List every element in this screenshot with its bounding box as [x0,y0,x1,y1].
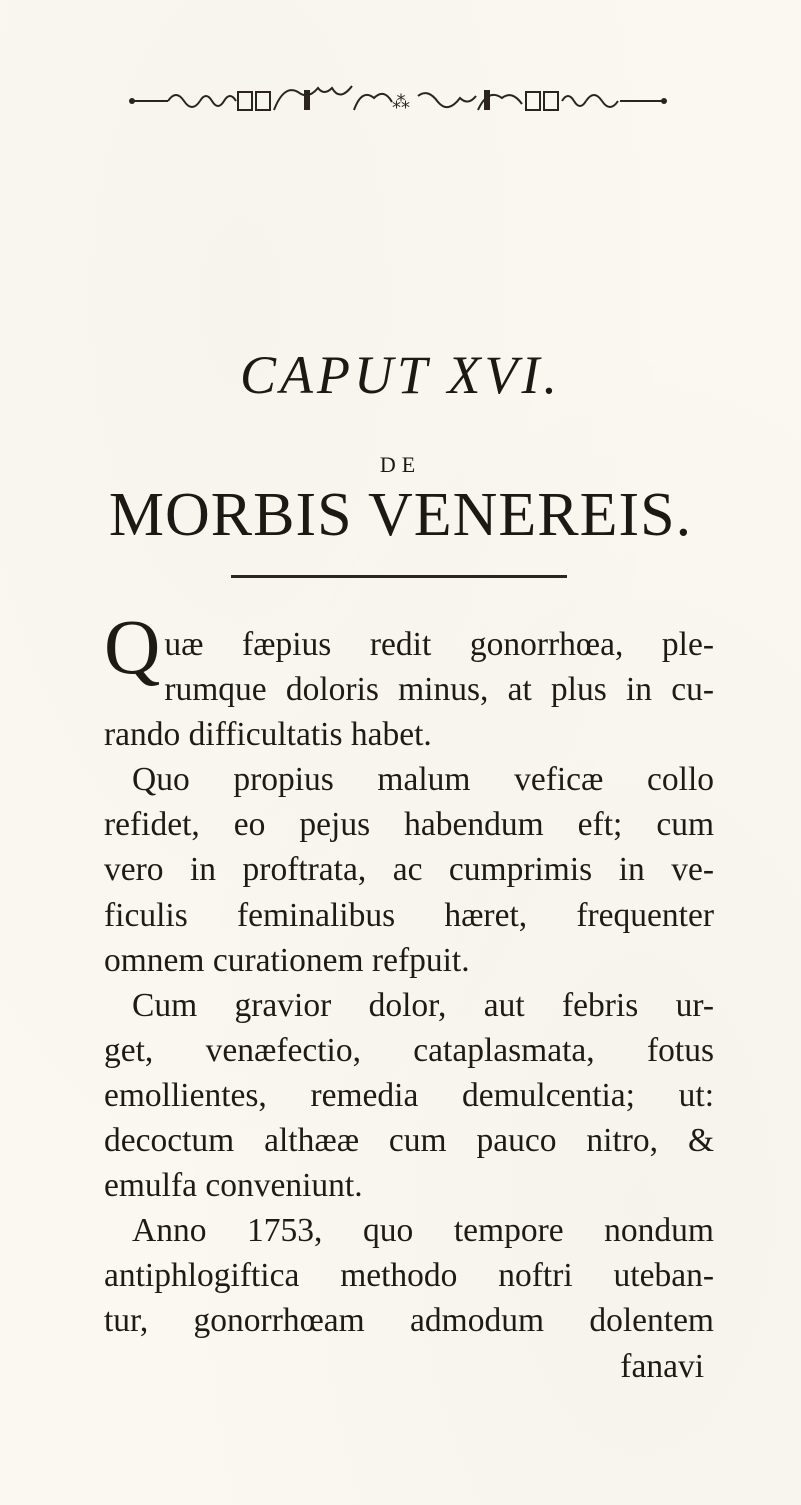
text-line: rumque doloris minus, at plus in cu- [164,671,714,709]
text-line: Quo propius malum veficæ collo [132,761,714,799]
text-line: decoctum althææ cum pauco nitro, & [104,1122,714,1160]
text-line: antiphlogiftica methodo noftri uteban- [104,1257,714,1295]
chapter-preposition: DE [379,452,422,477]
text-line: ficulis feminalibus hæret, frequenter [104,896,714,934]
svg-text:⁂: ⁂ [392,92,410,112]
chapter-number: CAPUT XVI. [240,345,561,405]
text-line: Anno 1753, quo tempore nondum [132,1212,714,1250]
text-line: Quæ fæpius redit gonorrhœa, ple- [104,603,714,690]
catchword: fanavi [620,1347,704,1385]
paragraph-4 [104,1208,714,1343]
text-line: rando difficultatis habet. [104,716,432,754]
text-line: refidet, eo pejus habendum eft; cum [104,806,714,844]
ornamental-header-band [128,84,668,118]
text-line: emollientes, remedia demulcentia; ut: [104,1076,714,1114]
text-line: vero in proftrata, ac cumprimis in ve- [104,851,714,889]
chapter-body [104,603,714,1389]
text-line: tur, gonorrhœam admodum dolentem [104,1302,714,1340]
title-rule [231,575,567,578]
text-line: get, venæfectio, cataplasmata, fotus [104,1031,714,1069]
paragraph-1 [104,603,714,757]
paragraph-2 [104,757,714,982]
paragraph-3 [104,983,714,1208]
text-line: Cum gravior dolor, aut febris ur- [132,986,714,1024]
chapter-title: MORBIS VENEREIS. [108,481,693,549]
text-line: emulfa conveniunt. [104,1167,363,1205]
text-line: omnem curationem refpuit. [104,941,470,979]
drop-cap: Q [104,603,161,690]
